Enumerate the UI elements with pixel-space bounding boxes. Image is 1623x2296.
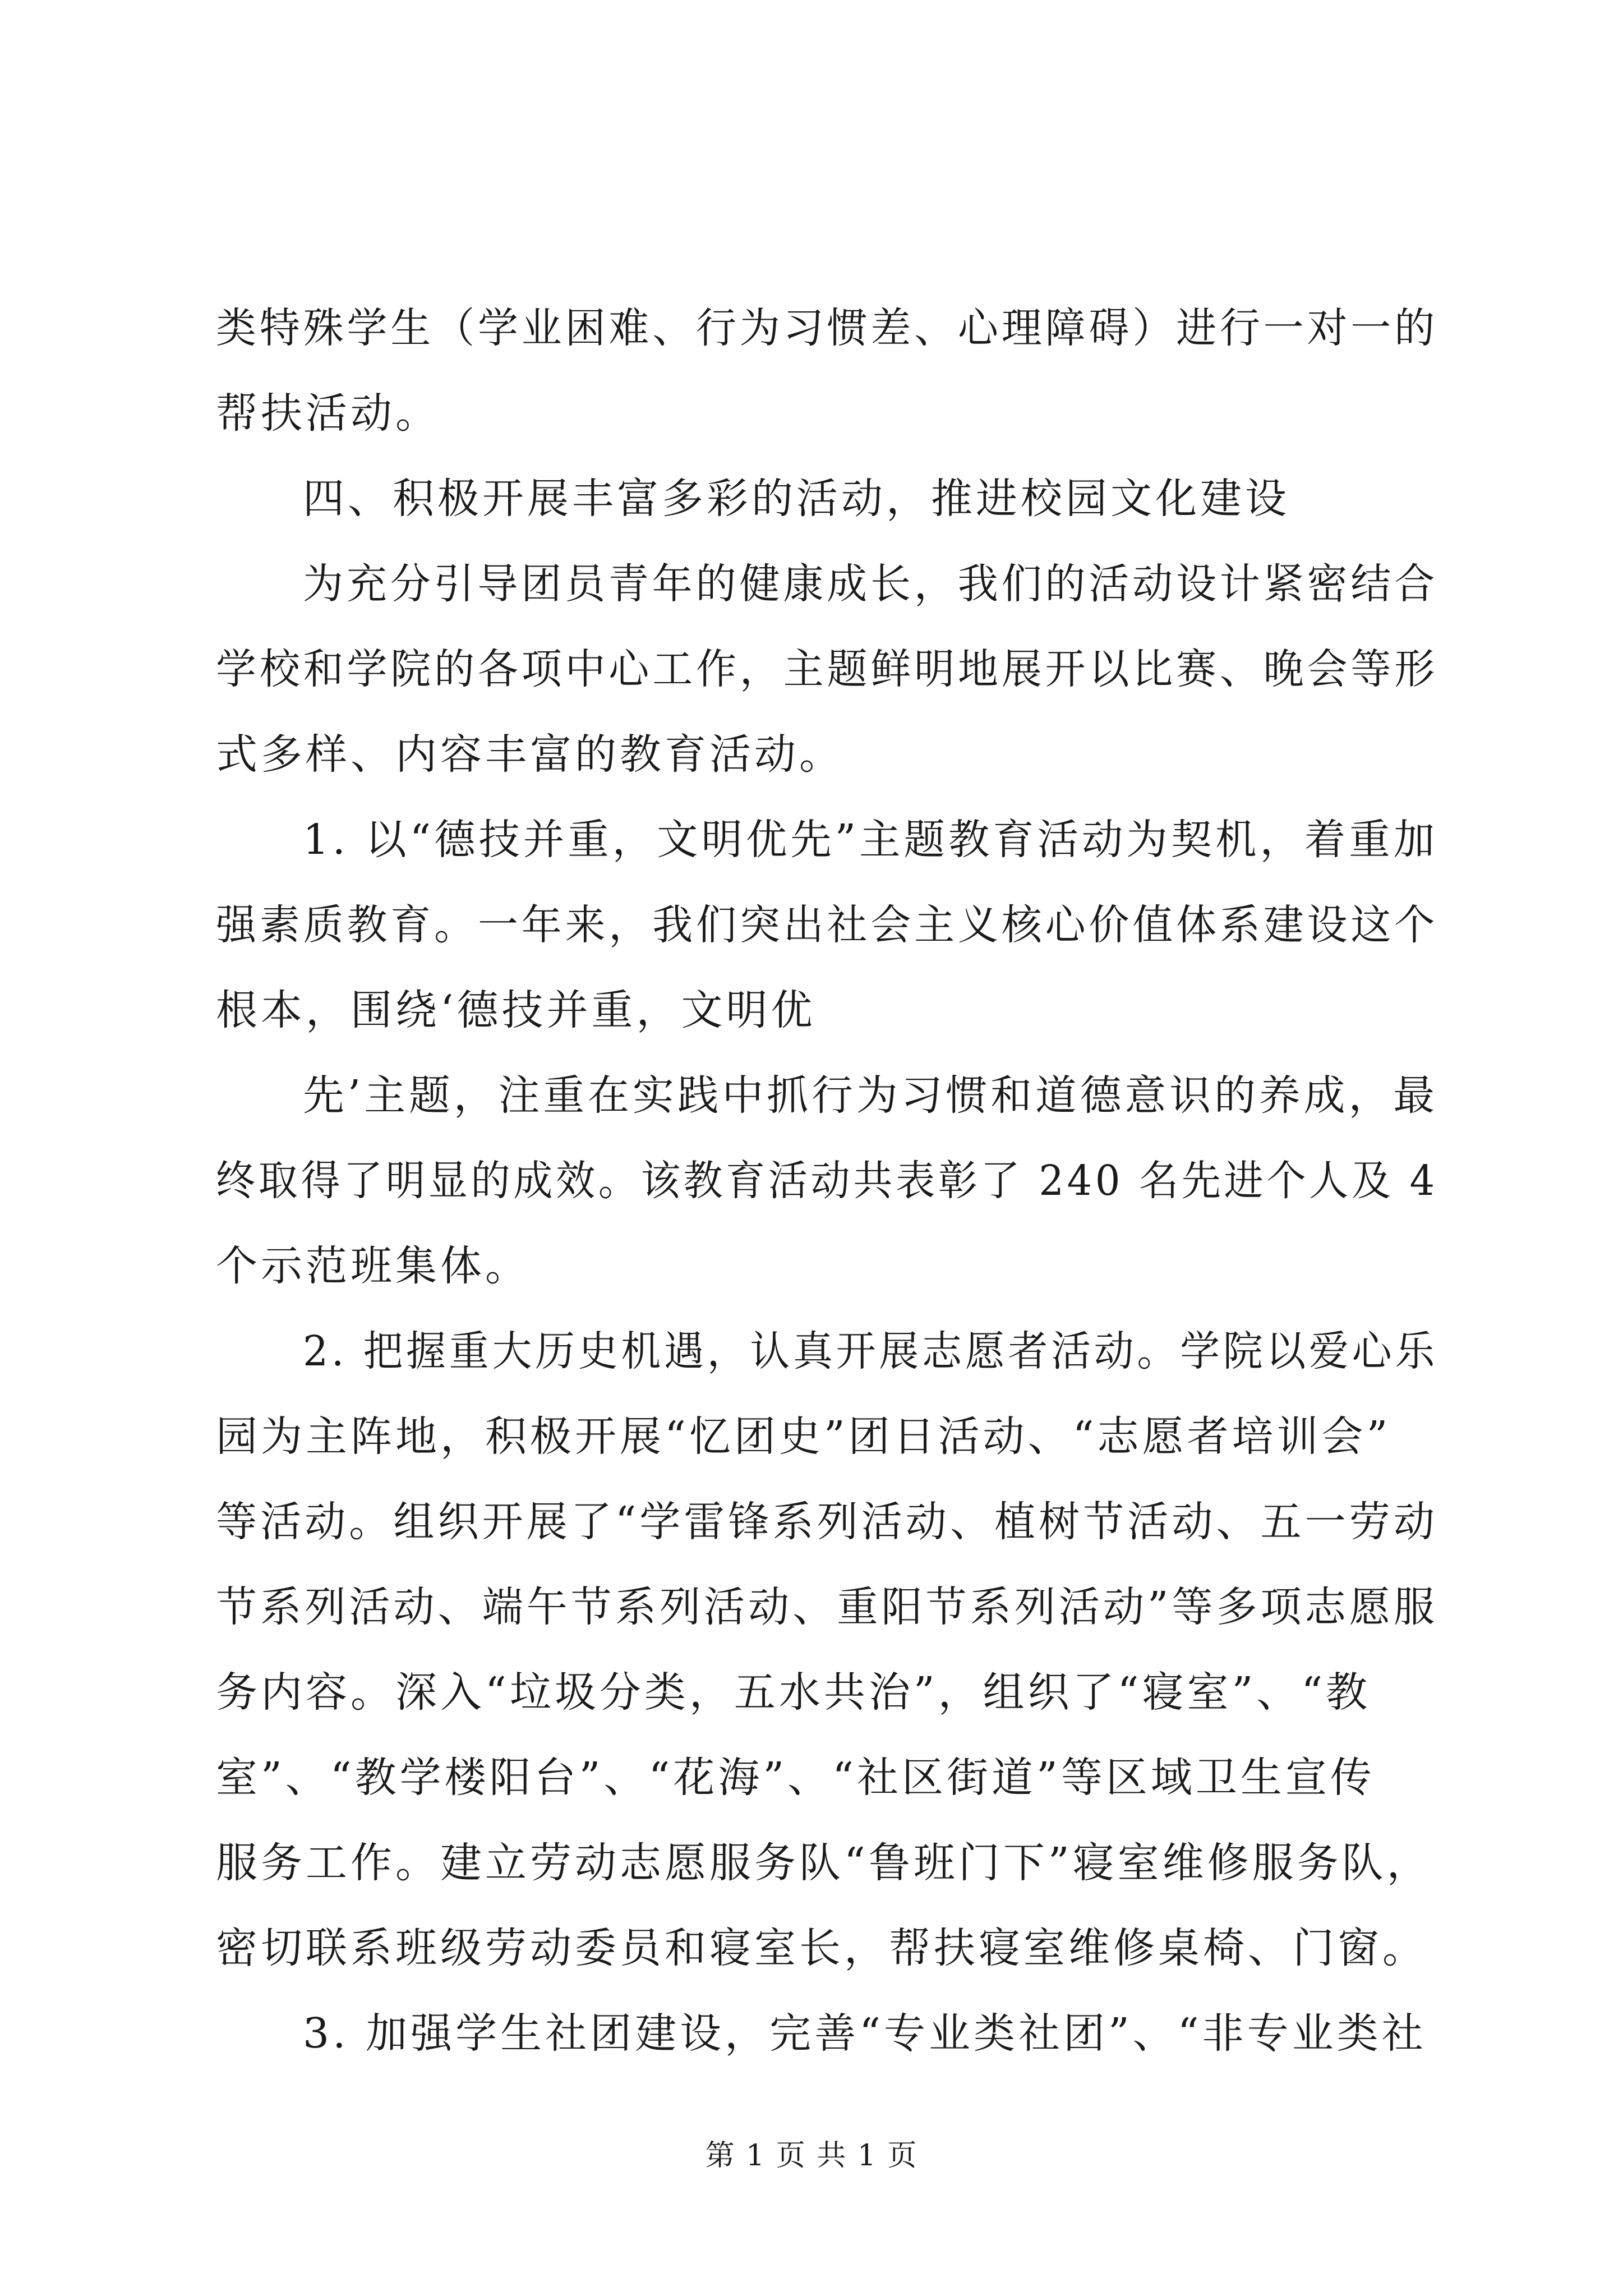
text-line: 务内容。深入“垃圾分类，五水共治”，组织了“寝室”、“教 xyxy=(216,1668,1371,1717)
text-line: 式多样、内容丰富的教育活动。 xyxy=(216,730,844,779)
text-line: 服务工作。建立劳动志愿服务队“鲁班门下”寝室维修服务队， xyxy=(216,1839,1432,1887)
text-line: 学校和学院的各项中心工作，主题鲜明地展开以比赛、晚会等形 xyxy=(216,645,1438,693)
section-heading: 四、积极开展丰富多彩的活动，推进校园文化建设 xyxy=(303,475,1290,523)
text-line: 节系列活动、端午节系列活动、重阳节系列活动”等多项志愿服 xyxy=(216,1583,1438,1631)
text-line: 等活动。组织开展了“学雷锋系列活动、植树节活动、五一劳动 xyxy=(216,1498,1438,1546)
text-line: 终取得了明显的成效。该教育活动共表彰了 240 名先进个人及 4 xyxy=(216,1157,1438,1205)
text-line: 根本，围绕‘德技并重，文明优 xyxy=(216,986,816,1034)
text-line: 密切联系班级劳动委员和寝室长，帮扶寝室维修桌椅、门窗。 xyxy=(216,1924,1427,1972)
text-line: 室”、“教学楼阳台”、“花海”、“社区街道”等区域卫生宣传 xyxy=(216,1754,1375,1802)
text-line: 2. 把握重大历史机遇，认真开展志愿者活动。学院以爱心乐 xyxy=(303,1327,1438,1375)
text-line: 个示范班集体。 xyxy=(216,1242,530,1290)
page-number-footer: 第 1 页 共 1 页 xyxy=(705,2139,918,2173)
text-line: 帮扶活动。 xyxy=(216,389,440,438)
text-line: 强素质教育。一年来，我们突出社会主义核心价值体系建设这个 xyxy=(216,901,1438,949)
text-line: 3. 加强学生社团建设，完善“专业类社团”、“非专业类社 xyxy=(303,2009,1427,2058)
text-line: 类特殊学生（学业困难、行为习惯差、心理障碍）进行一对一的 xyxy=(216,304,1438,352)
text-line: 先’主题，注重在实践中抓行为习惯和道德意识的养成，最 xyxy=(303,1071,1438,1120)
text-line: 园为主阵地，积极开展“忆团史”团日活动、“志愿者培训会” xyxy=(216,1412,1391,1461)
text-line: 1. 以“德技并重，文明优先”主题教育活动为契机，着重加 xyxy=(303,816,1438,864)
text-line: 为充分引导团员青年的健康成长，我们的活动设计紧密结合 xyxy=(303,560,1438,608)
